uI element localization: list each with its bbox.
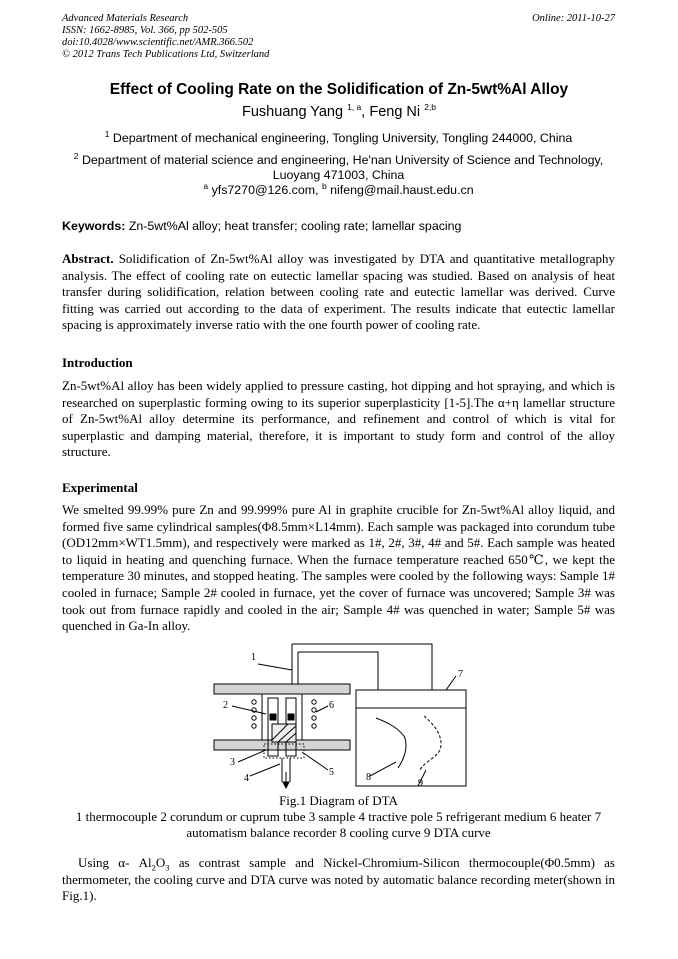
- email-b-sup: b: [321, 180, 327, 191]
- fig-label-6: 6: [329, 700, 334, 711]
- author-1: Fushuang Yang: [242, 104, 344, 120]
- affiliation-1-num: 1: [104, 128, 110, 139]
- dta-diagram: [210, 640, 470, 790]
- figure-legend: 1 thermocouple 2 corundum or cuprum tube 3 sample 4 tractive pole 5 refrigerant medium 6 heater 7 automatism balance recorder 8 cooling curve 9 DTA curve: [75, 809, 602, 840]
- authors: [0, 104, 678, 120]
- final-text-2: O: [155, 855, 166, 870]
- fig-label-8: 8: [366, 772, 371, 783]
- affiliation-2-text: Department of material science and engineering, He'nan University of Science and Technology, Luoyang 471003, China: [81, 153, 604, 182]
- online-date: Online: 2011-10-27: [532, 13, 615, 24]
- paper-title: Effect of Cooling Rate on the Solidification of Zn-5wt%Al Alloy: [109, 81, 569, 98]
- abstract-text: Solidification of Zn-5wt%Al alloy was investigated by DTA and quantitative metallography analysis. The effect of cooling rate on eutectic lamellar spacing was studied. Based on analysis of heat transfer during solidification, relation between cooling rate and eutectic lamellar was derived. Curve fitting was carried out according to the data of experiment. The results indicate that eutectic lamellar spacing is approximately inverse ratio with the one fourth power of cooling rate.: [62, 251, 615, 333]
- affiliation-2: [62, 150, 615, 183]
- fig-label-3: 3: [230, 757, 235, 768]
- copyright: © 2012 Trans Tech Publications Ltd, Switzerland: [62, 49, 270, 60]
- figure-caption: Fig.1 Diagram of DTA: [279, 793, 398, 808]
- fig-label-9: 9: [418, 778, 423, 789]
- introduction-text: Zn-5wt%Al alloy has been widely applied to pressure casting, hot dipping and hot spraying, and which is researched on superplastic forming owing to its superior superplasticity [1-5].The α+η lamellar structure of Zn-5wt%Al alloy determine its performance, and refinement and control of which is vital for superplastic and damping material, therefore, it is important to study form and control of the alloy structure.: [62, 378, 615, 460]
- emails: [62, 180, 615, 198]
- final-text-1: Using α- Al: [78, 855, 152, 870]
- email-separator: ,: [315, 183, 322, 197]
- experimental-heading: Experimental: [62, 480, 138, 495]
- journal-name: Advanced Materials Research: [62, 13, 189, 24]
- email-b: nifeng@mail.haust.edu.cn: [330, 183, 474, 197]
- keywords-text: Zn-5wt%Al alloy; heat transfer; cooling rate; lamellar spacing: [128, 219, 462, 233]
- fig-label-2: 2: [223, 700, 228, 711]
- doi: doi:10.4028/www.scientific.net/AMR.366.502: [62, 37, 254, 48]
- author-2-sup: 2,b: [424, 102, 436, 113]
- running-header: [62, 13, 269, 61]
- fig-label-7: 7: [458, 669, 463, 680]
- affiliation-2-num: 2: [73, 150, 79, 161]
- fig-label-5: 5: [329, 767, 334, 778]
- final-sub-2: 3: [165, 862, 170, 873]
- abstract: [62, 251, 615, 334]
- abstract-label: Abstract.: [62, 251, 114, 266]
- final-text-3: as contrast sample and Nickel-Chromium-Silicon thermocouple(Φ0.5mm) as thermometer, the cooling curve and DTA curve was noted by automatic balance recording meter(shown in Fig.1).: [62, 855, 615, 904]
- email-a-sup: a: [203, 180, 209, 191]
- experimental-text: We smelted 99.99% pure Zn and 99.999% pure Al in graphite crucible for Zn-5wt%Al alloy liquid, and formed five same cylindrical samples(Φ8.5mm×L14mm). Each sample was packaged into corundum tube (OD12mm×WT1.5mm), and respectively were marked as 1#, 2#, 3#, 4# and 5#. Each sample was heated to liquid in heating and quenching furnace. When the furnace temperature reached 650℃, we kept the temperature 30 minutes, and stopped heating. The samples were cooled by the following ways: Sample 1# cooled in furnace; Sample 2# cooled in furnace, yet the cover of furnace was uncovered; Sample 3# was took out from furnace rapidly and cooled in the air; Sample 4# was quenched in water; Sample 5# was quenched in Ga-In alloy.: [62, 502, 615, 634]
- keywords-label: Keywords:: [62, 219, 126, 233]
- email-a: yfs7270@126.com: [211, 183, 316, 197]
- final-paragraph: [62, 855, 615, 905]
- fig-label-4: 4: [244, 773, 249, 784]
- issn: ISSN: 1662-8985, Vol. 366, pp 502-505: [62, 25, 228, 36]
- introduction-heading: Introduction: [62, 355, 133, 370]
- final-sub-1: 2: [151, 862, 156, 873]
- author-separator: ,: [361, 104, 370, 120]
- author-1-sup: 1, a: [347, 102, 362, 113]
- fig-label-1: 1: [251, 652, 256, 663]
- affiliation-1-text: Department of mechanical engineering, Tongling University, Tongling 244000, China: [112, 131, 573, 145]
- affiliation-1: [62, 128, 615, 146]
- author-2: Feng Ni: [369, 104, 421, 120]
- keywords: [62, 218, 615, 235]
